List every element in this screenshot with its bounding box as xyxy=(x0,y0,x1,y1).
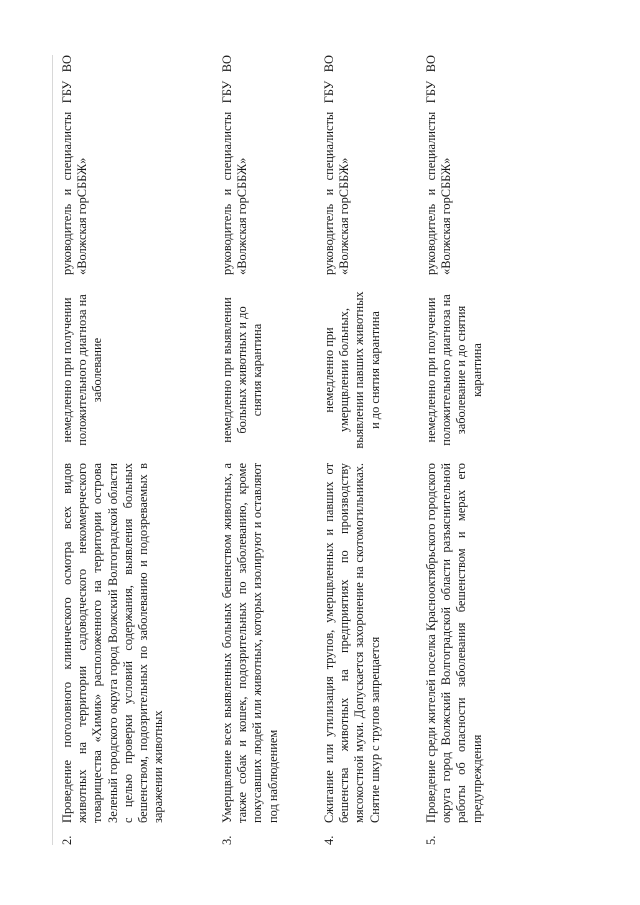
action-cell: Проведение среди жителей поселка Краснооктябрьского городского округа город Волжский Волгоградской области разъяснительной работы об опасности заболевания бешенством и мерах его предупреждения xyxy=(424,463,484,823)
row-number: 3. xyxy=(220,835,234,845)
term-cell: немедленно при умерщвлении больных, выявлении павших животных и до снятия карантина xyxy=(322,291,382,449)
responsible-cell: руководитель и специалисты ГБУ ВО «Волжская горСББЖ» xyxy=(424,55,454,275)
row-number: 4. xyxy=(322,835,336,845)
term-cell: немедленно при получении положительного диагноза на заболевание xyxy=(60,294,105,446)
rotated-table xyxy=(60,55,490,845)
responsible-cell: руководитель и специалисты ГБУ ВО «Волжская горСББЖ» xyxy=(220,55,250,275)
action-cell: Сжигание или утилизация трупов, умерщвленных и павших от бешенства животных на предприятиях по производству мясокостной муки. Допускается захоронение на скотомогильниках. Снятие шкур с трупов запрещается xyxy=(322,463,382,823)
row-number: 5. xyxy=(424,835,438,845)
action-cell: Умерщвление всех выявленных больных бешенством животных, а также собак и кошек, подозрительных по заболеванию, кроме покусавших людей или животных, которых изолируют и оставляют под наблюдением xyxy=(220,463,280,823)
term-cell: немедленно при получении положительного диагноза на заболевание и до снятия карантина xyxy=(424,294,484,446)
row-number: 2. xyxy=(60,835,74,845)
responsible-cell: руководитель и специалисты ГБУ ВО «Волжская горСББЖ» xyxy=(60,55,90,275)
table-top-rule xyxy=(52,55,53,845)
action-cell: Проведение поголовного клинического осмотра всех видов животных на территории садоводческого некоммерческого товарищества «Химик» расположенного на территории острова Зеленый городского округа город Волжский Волгоградской области с целью проверки условий содержания, выявления больных бешенством, подозрительных по заболеванию и подозреваемых в заражении животных xyxy=(60,463,166,823)
responsible-cell: руководитель и специалисты ГБУ ВО «Волжская горСББЖ» xyxy=(322,55,352,275)
term-cell: немедленно при выявлении больных животных и до снятия карантина xyxy=(220,297,265,443)
